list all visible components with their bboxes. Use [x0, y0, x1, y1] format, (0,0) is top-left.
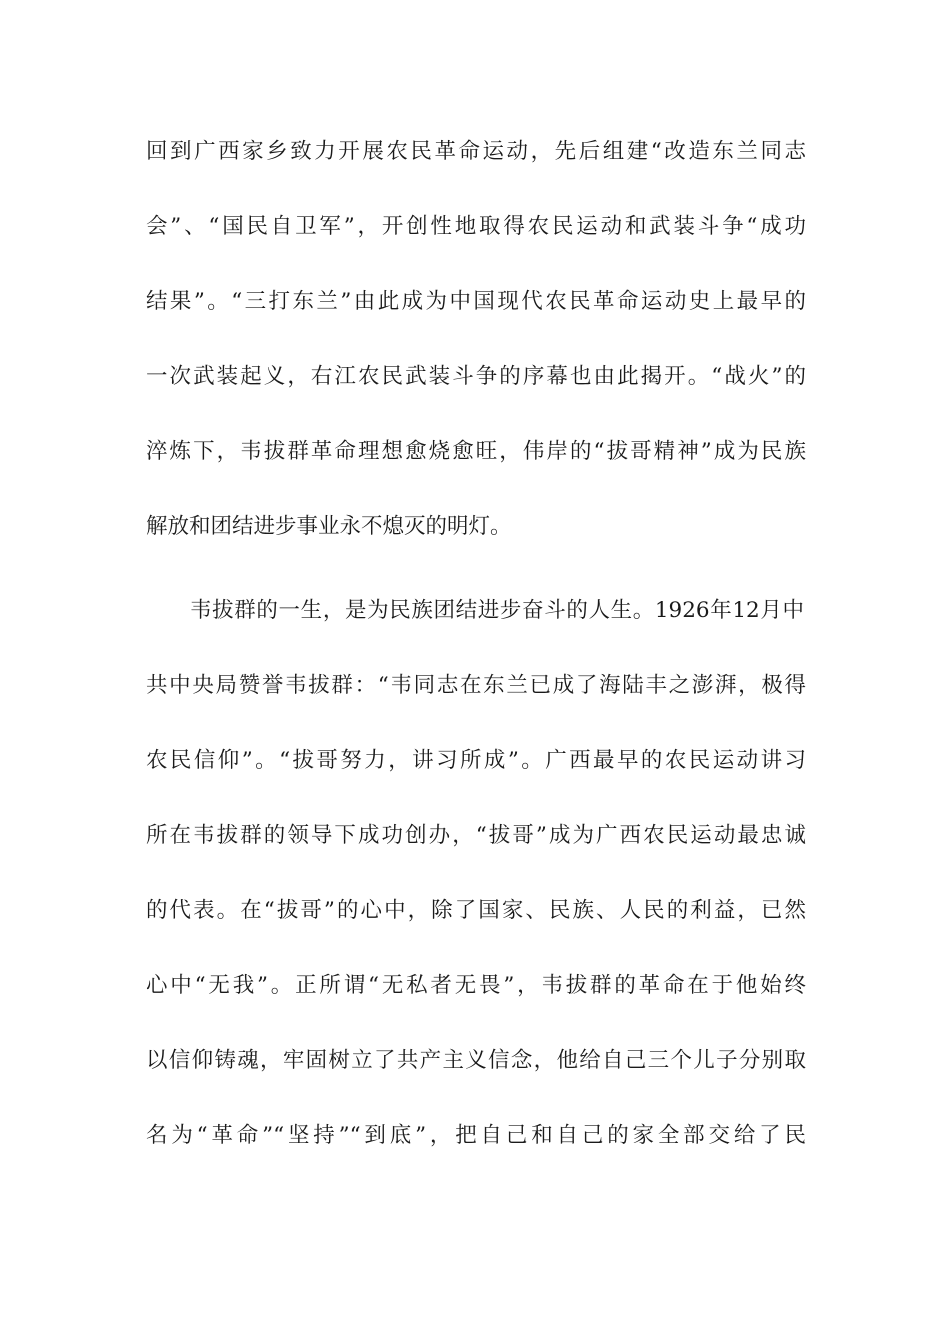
paragraph-2-line-5: 的代表。在“拔哥”的心中，除了国家、民族、人民的利益，已然 [146, 898, 806, 923]
paragraph-2-line-8: 名为“革命”“坚持”“到底”，把自己和自己的家全部交给了民 [146, 1123, 806, 1148]
paragraph-1-line-2: 会”、“国民自卫军”，开创性地取得农民运动和武装斗争“成功 [146, 214, 806, 239]
paragraph-2-line-1: 韦拔群的一生，是为民族团结进步奋斗的人生。1926年12月中 [190, 598, 804, 623]
paragraph-1-line-4: 一次武装起义，右江农民武装斗争的序幕也由此揭开。“战火”的 [146, 364, 806, 389]
paragraph-2-line-4: 所在韦拔群的领导下成功创办，“拔哥”成为广西农民运动最忠诚 [146, 823, 806, 848]
paragraph-2-line-7: 以信仰铸魂，牢固树立了共产主义信念，他给自己三个儿子分别取 [146, 1048, 806, 1073]
paragraph-1-line-1: 回到广西家乡致力开展农民革命运动，先后组建“改造东兰同志 [146, 139, 806, 164]
paragraph-2-line-3: 农民信仰”。“拔哥努力，讲习所成”。广西最早的农民运动讲习 [146, 748, 806, 773]
paragraph-1-line-5: 淬炼下，韦拔群革命理想愈烧愈旺，伟岸的“拔哥精神”成为民族 [146, 439, 806, 464]
paragraph-2-line-2: 共中央局赞誉韦拔群：“韦同志在东兰已成了海陆丰之澎湃，极得 [146, 673, 806, 698]
paragraph-1-line-3: 结果”。“三打东兰”由此成为中国现代农民革命运动史上最早的 [146, 289, 806, 314]
paragraph-2-line-6: 心中“无我”。正所谓“无私者无畏”，韦拔群的革命在于他始终 [146, 973, 806, 998]
paragraph-1-line-6: 解放和团结进步事业永不熄灭的明灯。 [146, 514, 512, 539]
